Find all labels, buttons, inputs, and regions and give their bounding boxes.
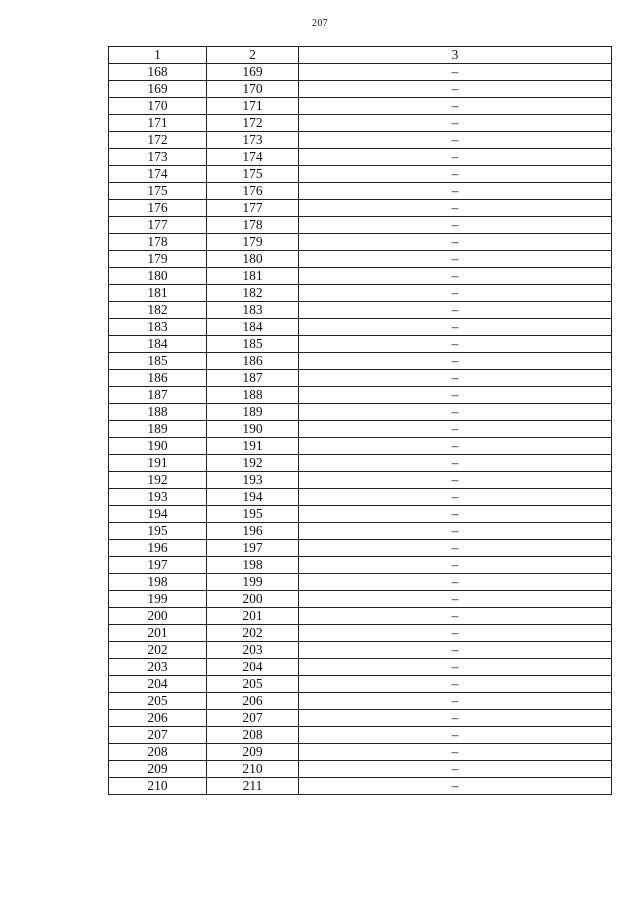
cell-col-3: – (299, 285, 612, 302)
cell-col-3: – (299, 761, 612, 778)
table-row (109, 200, 612, 217)
cell-col-1: 197 (109, 557, 207, 574)
cell-col-1: 192 (109, 472, 207, 489)
cell-col-1: 206 (109, 710, 207, 727)
cell-col-2: 170 (207, 81, 299, 98)
table-row (109, 591, 612, 608)
cell-col-2: 173 (207, 132, 299, 149)
cell-col-1: 203 (109, 659, 207, 676)
table-row (109, 319, 612, 336)
cell-col-1: 172 (109, 132, 207, 149)
table-row (109, 557, 612, 574)
cell-col-3: – (299, 642, 612, 659)
cell-col-3: – (299, 455, 612, 472)
cell-col-2: 177 (207, 200, 299, 217)
cell-col-2: 191 (207, 438, 299, 455)
cell-col-2: 208 (207, 727, 299, 744)
cell-col-2: 193 (207, 472, 299, 489)
cell-col-1: 202 (109, 642, 207, 659)
cell-col-1: 183 (109, 319, 207, 336)
table-row (109, 778, 612, 795)
cell-col-1: 190 (109, 438, 207, 455)
cell-col-2: 172 (207, 115, 299, 132)
cell-col-3: – (299, 489, 612, 506)
cell-col-3: – (299, 98, 612, 115)
cell-col-1: 175 (109, 183, 207, 200)
cell-col-3: – (299, 625, 612, 642)
column-header-3: 3 (299, 47, 612, 64)
cell-col-1: 193 (109, 489, 207, 506)
cell-col-3: – (299, 319, 612, 336)
cell-col-1: 169 (109, 81, 207, 98)
cell-col-1: 182 (109, 302, 207, 319)
cell-col-2: 175 (207, 166, 299, 183)
cell-col-2: 197 (207, 540, 299, 557)
cell-col-3: – (299, 81, 612, 98)
cell-col-1: 205 (109, 693, 207, 710)
cell-col-2: 174 (207, 149, 299, 166)
cell-col-3: – (299, 472, 612, 489)
cell-col-1: 207 (109, 727, 207, 744)
table-row (109, 727, 612, 744)
cell-col-3: – (299, 115, 612, 132)
cell-col-2: 199 (207, 574, 299, 591)
column-header-2: 2 (207, 47, 299, 64)
cell-col-2: 192 (207, 455, 299, 472)
cell-col-2: 201 (207, 608, 299, 625)
cell-col-1: 188 (109, 404, 207, 421)
table-row (109, 404, 612, 421)
cell-col-3: – (299, 608, 612, 625)
cell-col-3: – (299, 268, 612, 285)
table-row (109, 336, 612, 353)
table-row (109, 693, 612, 710)
cell-col-1: 189 (109, 421, 207, 438)
table-row (109, 625, 612, 642)
table-row (109, 744, 612, 761)
cell-col-2: 196 (207, 523, 299, 540)
table-row (109, 370, 612, 387)
cell-col-2: 182 (207, 285, 299, 302)
cell-col-2: 188 (207, 387, 299, 404)
table-row (109, 353, 612, 370)
cell-col-2: 204 (207, 659, 299, 676)
cell-col-3: – (299, 778, 612, 795)
cell-col-3: – (299, 370, 612, 387)
cell-col-3: – (299, 659, 612, 676)
cell-col-1: 171 (109, 115, 207, 132)
table-row (109, 506, 612, 523)
cell-col-2: 200 (207, 591, 299, 608)
cell-col-2: 187 (207, 370, 299, 387)
cell-col-3: – (299, 438, 612, 455)
cell-col-3: – (299, 710, 612, 727)
table-row (109, 761, 612, 778)
cell-col-1: 184 (109, 336, 207, 353)
cell-col-3: – (299, 540, 612, 557)
cell-col-2: 185 (207, 336, 299, 353)
cell-col-2: 210 (207, 761, 299, 778)
cell-col-1: 200 (109, 608, 207, 625)
cell-col-1: 178 (109, 234, 207, 251)
table-row (109, 438, 612, 455)
cell-col-2: 179 (207, 234, 299, 251)
cell-col-1: 194 (109, 506, 207, 523)
cell-col-2: 176 (207, 183, 299, 200)
cell-col-1: 199 (109, 591, 207, 608)
table-row (109, 183, 612, 200)
cell-col-1: 187 (109, 387, 207, 404)
cell-col-3: – (299, 404, 612, 421)
cell-col-3: – (299, 506, 612, 523)
cell-col-1: 185 (109, 353, 207, 370)
table-row (109, 251, 612, 268)
cell-col-3: – (299, 302, 612, 319)
cell-col-3: – (299, 523, 612, 540)
cell-col-1: 208 (109, 744, 207, 761)
cell-col-1: 210 (109, 778, 207, 795)
cell-col-3: – (299, 574, 612, 591)
table-row (109, 710, 612, 727)
cell-col-3: – (299, 744, 612, 761)
cell-col-1: 170 (109, 98, 207, 115)
cell-col-2: 178 (207, 217, 299, 234)
table-row (109, 489, 612, 506)
cell-col-3: – (299, 353, 612, 370)
table-row (109, 234, 612, 251)
column-header-1: 1 (109, 47, 207, 64)
cell-col-2: 180 (207, 251, 299, 268)
cell-col-2: 171 (207, 98, 299, 115)
cell-col-2: 211 (207, 778, 299, 795)
table-row (109, 98, 612, 115)
cell-col-1: 209 (109, 761, 207, 778)
table-row (109, 455, 612, 472)
cell-col-3: – (299, 336, 612, 353)
table-row (109, 285, 612, 302)
cell-col-2: 195 (207, 506, 299, 523)
cell-col-3: – (299, 64, 612, 81)
cell-col-1: 204 (109, 676, 207, 693)
cell-col-3: – (299, 557, 612, 574)
cell-col-3: – (299, 676, 612, 693)
cell-col-2: 189 (207, 404, 299, 421)
cell-col-2: 184 (207, 319, 299, 336)
table-row (109, 642, 612, 659)
table-row (109, 166, 612, 183)
table-row (109, 132, 612, 149)
cell-col-1: 198 (109, 574, 207, 591)
cell-col-3: – (299, 183, 612, 200)
table-row (109, 149, 612, 166)
cell-col-1: 168 (109, 64, 207, 81)
cell-col-3: – (299, 251, 612, 268)
cell-col-2: 202 (207, 625, 299, 642)
cell-col-1: 186 (109, 370, 207, 387)
cell-col-2: 207 (207, 710, 299, 727)
cell-col-2: 203 (207, 642, 299, 659)
cell-col-1: 174 (109, 166, 207, 183)
cell-col-2: 209 (207, 744, 299, 761)
cell-col-1: 180 (109, 268, 207, 285)
cell-col-1: 201 (109, 625, 207, 642)
cell-col-3: – (299, 234, 612, 251)
cell-col-3: – (299, 591, 612, 608)
table-row (109, 540, 612, 557)
table-row (109, 574, 612, 591)
cell-col-3: – (299, 149, 612, 166)
table-row (109, 217, 612, 234)
table-row (109, 608, 612, 625)
cell-col-2: 183 (207, 302, 299, 319)
cell-col-1: 181 (109, 285, 207, 302)
header-row (109, 47, 612, 64)
table-row (109, 115, 612, 132)
cell-col-3: – (299, 217, 612, 234)
table-body (109, 64, 612, 795)
cell-col-2: 169 (207, 64, 299, 81)
page-number: 207 (312, 18, 328, 29)
table-row (109, 387, 612, 404)
cell-col-2: 186 (207, 353, 299, 370)
cell-col-1: 176 (109, 200, 207, 217)
table-row (109, 81, 612, 98)
cell-col-1: 177 (109, 217, 207, 234)
table-row (109, 268, 612, 285)
table-row (109, 421, 612, 438)
table-row (109, 64, 612, 81)
cell-col-1: 179 (109, 251, 207, 268)
cell-col-2: 198 (207, 557, 299, 574)
table-row (109, 472, 612, 489)
cell-col-3: – (299, 387, 612, 404)
cell-col-3: – (299, 166, 612, 183)
cell-col-3: – (299, 421, 612, 438)
cell-col-2: 181 (207, 268, 299, 285)
cell-col-3: – (299, 132, 612, 149)
cell-col-1: 195 (109, 523, 207, 540)
cell-col-3: – (299, 693, 612, 710)
cell-col-1: 191 (109, 455, 207, 472)
table-row (109, 659, 612, 676)
cell-col-3: – (299, 727, 612, 744)
cell-col-3: – (299, 200, 612, 217)
cell-col-1: 173 (109, 149, 207, 166)
data-table (108, 46, 612, 795)
table-row (109, 523, 612, 540)
cell-col-2: 194 (207, 489, 299, 506)
cell-col-2: 205 (207, 676, 299, 693)
table-row (109, 302, 612, 319)
table-header (109, 47, 612, 64)
cell-col-2: 206 (207, 693, 299, 710)
cell-col-2: 190 (207, 421, 299, 438)
table-row (109, 676, 612, 693)
cell-col-1: 196 (109, 540, 207, 557)
